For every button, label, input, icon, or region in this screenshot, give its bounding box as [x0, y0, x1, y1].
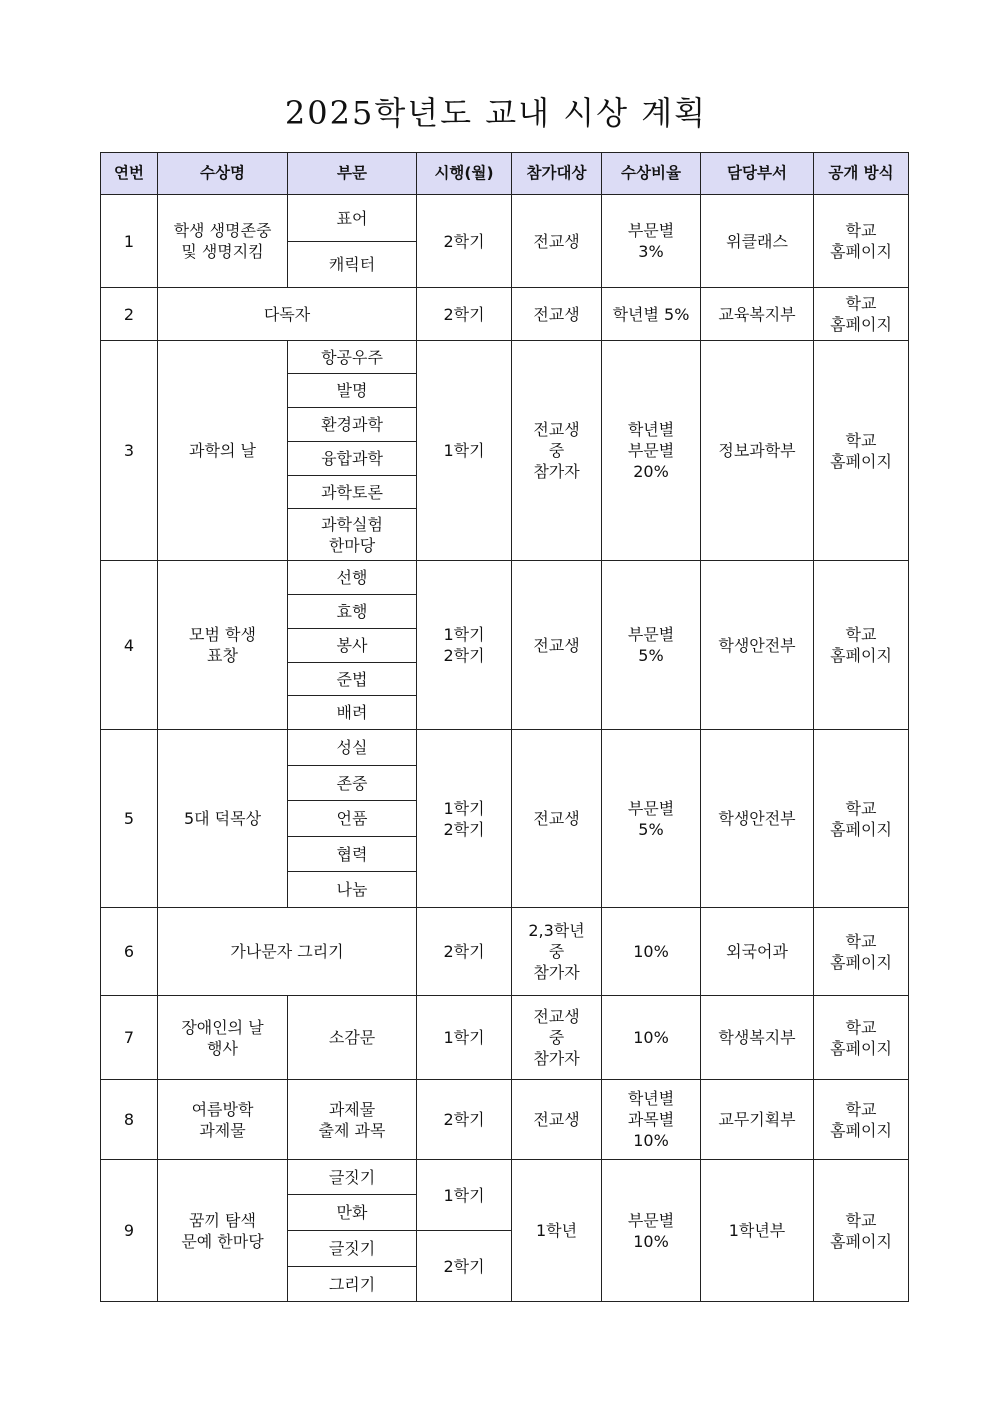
header-award: 수상명: [158, 153, 288, 195]
cell-dept: 교무기획부: [701, 1080, 814, 1160]
cell-ratio: 학년별 부문별 20%: [602, 341, 701, 561]
cell-target: 전교생: [512, 561, 602, 730]
cell-category: 글짓기: [288, 1231, 417, 1267]
cell-ratio: 학년별 과목별 10%: [602, 1080, 701, 1160]
table-row: [101, 908, 909, 996]
cell-category: 언품: [288, 801, 417, 837]
cell-publication: 학교 홈페이지: [814, 288, 909, 341]
cell-ratio: 부문별 3%: [602, 195, 701, 288]
cell-award: 모범 학생 표창: [158, 561, 288, 730]
cell-ratio: 부문별 5%: [602, 730, 701, 908]
cell-no: 1: [101, 195, 158, 288]
cell-target: 전교생: [512, 195, 602, 288]
cell-no: 3: [101, 341, 158, 561]
cell-target: 1학년: [512, 1160, 602, 1302]
cell-category: 만화: [288, 1195, 417, 1231]
cell-ratio: 10%: [602, 908, 701, 996]
cell-publication: 학교 홈페이지: [814, 1160, 909, 1302]
cell-category: 준법: [288, 663, 417, 696]
table-row: [101, 561, 909, 595]
cell-no: 8: [101, 1080, 158, 1160]
cell-award: 꿈끼 탐색 문예 한마당: [158, 1160, 288, 1302]
cell-award: 학생 생명존중 및 생명지킴: [158, 195, 288, 288]
cell-dept: 학생안전부: [701, 561, 814, 730]
cell-ratio: 부문별 10%: [602, 1160, 701, 1302]
cell-category: 효행: [288, 595, 417, 629]
cell-period: 1학기: [417, 1160, 512, 1231]
cell-no: 7: [101, 996, 158, 1080]
cell-category: 표어: [288, 195, 417, 242]
cell-period: 1학기 2학기: [417, 730, 512, 908]
cell-target: 전교생: [512, 730, 602, 908]
cell-category: 과학실험 한마당: [288, 509, 417, 561]
cell-category: 글짓기: [288, 1160, 417, 1195]
cell-dept: 정보과학부: [701, 341, 814, 561]
header-period: 시행(월): [417, 153, 512, 195]
cell-dept: 학생안전부: [701, 730, 814, 908]
cell-period: 2학기: [417, 1231, 512, 1302]
cell-dept: 학생복지부: [701, 996, 814, 1080]
cell-category: 발명: [288, 374, 417, 408]
cell-category: 협력: [288, 837, 417, 872]
cell-category: 나눔: [288, 872, 417, 908]
cell-ratio: 학년별 5%: [602, 288, 701, 341]
header-ratio: 수상비율: [602, 153, 701, 195]
cell-dept: 위클래스: [701, 195, 814, 288]
cell-period: 2학기: [417, 288, 512, 341]
cell-award: 장애인의 날 행사: [158, 996, 288, 1080]
cell-category: 소감문: [288, 996, 417, 1080]
cell-award: 가나문자 그리기: [158, 908, 417, 996]
cell-target: 2,3학년 중 참가자: [512, 908, 602, 996]
cell-ratio: 10%: [602, 996, 701, 1080]
cell-dept: 1학년부: [701, 1160, 814, 1302]
cell-target: 전교생 중 참가자: [512, 996, 602, 1080]
cell-category: 환경과학: [288, 408, 417, 442]
table-row: [101, 288, 909, 341]
header-category: 부문: [288, 153, 417, 195]
page-title: 2025학년도 교내 시상 계획: [284, 94, 708, 132]
cell-category: 봉사: [288, 629, 417, 663]
cell-no: 6: [101, 908, 158, 996]
cell-period: 1학기 2학기: [417, 561, 512, 730]
header-dept: 담당부서: [701, 153, 814, 195]
cell-award: 5대 덕목상: [158, 730, 288, 908]
header-publication: 공개 방식: [814, 153, 909, 195]
cell-category: 융합과학: [288, 442, 417, 476]
cell-period: 2학기: [417, 908, 512, 996]
cell-award: 과학의 날: [158, 341, 288, 561]
table-row: [101, 341, 909, 374]
cell-no: 2: [101, 288, 158, 341]
cell-dept: 교육복지부: [701, 288, 814, 341]
cell-category: 성실: [288, 730, 417, 766]
cell-category: 과제물 출제 과목: [288, 1080, 417, 1160]
header-target: 참가대상: [512, 153, 602, 195]
cell-target: 전교생: [512, 288, 602, 341]
cell-ratio: 부문별 5%: [602, 561, 701, 730]
cell-publication: 학교 홈페이지: [814, 730, 909, 908]
header-row: [101, 153, 909, 195]
cell-no: 9: [101, 1160, 158, 1302]
header-no: 연번: [101, 153, 158, 195]
cell-period: 2학기: [417, 1080, 512, 1160]
cell-period: 1학기: [417, 996, 512, 1080]
table-row: [101, 1160, 909, 1195]
cell-target: 전교생 중 참가자: [512, 341, 602, 561]
cell-period: 1학기: [417, 341, 512, 561]
cell-no: 5: [101, 730, 158, 908]
table-row: [101, 1080, 909, 1160]
cell-publication: 학교 홈페이지: [814, 561, 909, 730]
table-row: [101, 195, 909, 242]
cell-award: 다독자: [158, 288, 417, 341]
cell-publication: 학교 홈페이지: [814, 341, 909, 561]
cell-publication: 학교 홈페이지: [814, 195, 909, 288]
cell-category: 항공우주: [288, 341, 417, 374]
cell-no: 4: [101, 561, 158, 730]
cell-category: 선행: [288, 561, 417, 595]
cell-dept: 외국어과: [701, 908, 814, 996]
table-row: [101, 730, 909, 766]
cell-category: 과학토론: [288, 476, 417, 509]
award-plan-table: [100, 152, 909, 1302]
cell-category: 배려: [288, 696, 417, 730]
cell-publication: 학교 홈페이지: [814, 1080, 909, 1160]
cell-publication: 학교 홈페이지: [814, 996, 909, 1080]
cell-award: 여름방학 과제물: [158, 1080, 288, 1160]
table-row: [101, 996, 909, 1080]
cell-publication: 학교 홈페이지: [814, 908, 909, 996]
cell-category: 그리기: [288, 1267, 417, 1302]
cell-period: 2학기: [417, 195, 512, 288]
cell-category: 캐릭터: [288, 242, 417, 288]
cell-target: 전교생: [512, 1080, 602, 1160]
cell-category: 존중: [288, 766, 417, 801]
